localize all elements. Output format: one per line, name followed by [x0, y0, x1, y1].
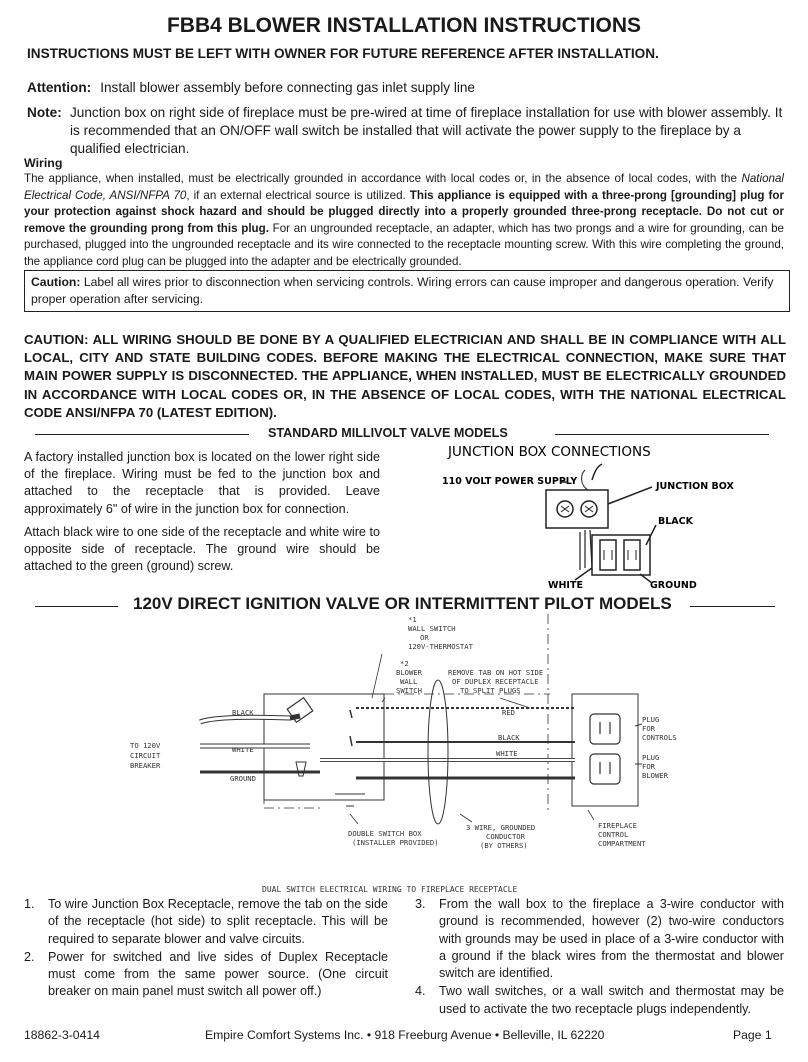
standard-para-1: A factory installed junction box is located on the lower right side of the fireplace. Wiring must be fed to the junction box and attached to the receptacle that is provided. Leave approximately 6" of wire in the junction box for connection. — [24, 450, 380, 516]
white-label: WHITE — [548, 580, 583, 591]
step-4-number: 4. — [415, 984, 426, 999]
blower-switch-note-2: BLOWER — [396, 668, 422, 677]
blower-switch-note-1: *2 — [400, 659, 409, 668]
red-wire-label: RED — [502, 708, 515, 717]
conductor-label-2: CONDUCTOR — [486, 832, 525, 841]
compartment-label-3: COMPARTMENT — [598, 839, 646, 848]
dual-switch-wiring-diagram — [120, 614, 680, 896]
double-box-label-2: (INSTALLER PROVIDED) — [352, 838, 439, 847]
wiring-paragraph — [24, 171, 784, 271]
plug-controls-label-2: FOR — [642, 724, 655, 733]
diagram-caption: DUAL SWITCH ELECTRICAL WIRING TO FIREPLACE RECEPTACLE — [262, 885, 518, 894]
junction-box-diagram — [420, 440, 740, 595]
attention-text: Install blower assembly before connecting gas inlet supply line — [100, 80, 475, 95]
note-block — [27, 104, 792, 158]
breaker-label-3: BREAKER — [130, 761, 161, 770]
step-4-text: Two wall switches, or a wall switch and thermostat may be used to activate the two receptacle plugs independently. — [439, 984, 784, 1016]
plug-blower-label-3: BLOWER — [642, 771, 668, 780]
plug-blower-label-1: PLUG — [642, 753, 660, 762]
step-2-text: Power for switched and live sides of Duplex Receptacle must come from the same power source. (One circuit breaker on main panel must switch all power off.) — [48, 949, 388, 999]
junction-diagram-title: JUNCTION BOX CONNECTIONS — [448, 444, 651, 460]
standard-heading: STANDARD MILLIVOLT VALVE MODELS — [268, 426, 508, 440]
ground-wire-label: GROUND — [230, 774, 256, 783]
power-supply-label: 110 VOLT POWER SUPPLY — [442, 476, 578, 487]
blower-switch-note-3: WALL — [400, 677, 418, 686]
standard-instructions — [24, 449, 380, 581]
footer-page: Page 1 — [733, 1028, 772, 1042]
remove-tab-note-3: TO SPLIT PLUGS — [460, 686, 521, 695]
plug-blower-label-2: FOR — [642, 762, 655, 771]
breaker-label-1: TO 120V — [130, 741, 161, 750]
conductor-label-1: 3 WIRE, GROUNDED — [466, 823, 536, 832]
compartment-label-1: FIREPLACE — [598, 821, 637, 830]
wiring-warning-bold: This appliance is equipped with a three-prong [grounding] plug for your protection against shock hazard and should be plugged directly into a properly grounded three-prong receptacle. Do not cut or remove the grounding prong from this plug. — [24, 188, 784, 235]
attention-label: Attention: — [27, 80, 92, 95]
divider-left — [35, 434, 249, 435]
conductor-label-3: (BY OTHERS) — [480, 841, 528, 850]
caution-text: Label all wires prior to disconnection when servicing controls. Wiring errors can cause improper and dangerous operation. Verify proper operation after servicing. — [31, 275, 774, 306]
divider-left-2 — [35, 606, 118, 607]
black-label: BLACK — [658, 516, 693, 527]
wall-switch-note-3: OR — [420, 633, 429, 642]
wall-switch-note-2: WALL SWITCH — [408, 624, 456, 633]
wiring-text-1: The appliance, when installed, must be electrically grounded in accordance with local codes or, in the absence of local codes, with the — [24, 172, 737, 185]
plug-controls-label-3: CONTROLS — [642, 733, 677, 742]
steps-left — [24, 896, 388, 1002]
plug-controls-label-1: PLUG — [642, 715, 660, 724]
black-wire-label-2: BLACK — [498, 733, 520, 742]
remove-tab-note-1: REMOVE TAB ON HOT SIDE — [448, 668, 544, 677]
divider-right — [555, 434, 769, 435]
wiring-code-ref: National Electrical Code, ANSI/NFPA 70 — [24, 172, 785, 202]
breaker-label-2: CIRCUIT — [130, 751, 161, 760]
caution-label: Caution: — [31, 275, 81, 289]
wiring-text-5: For an ungrounded receptacle, an adapter, which has two prongs and a wire for grounding, can be purchased, plugged into the ungrounded receptacle and its wire connected to the receptacle mounting screw. With this wire completing the ground, the appliance cord plug can be plugged into the adapter and be electrically grounded. — [24, 221, 784, 268]
footer-code: 18862-3-0414 — [24, 1028, 100, 1042]
step-1 — [24, 896, 388, 948]
double-box-label-1: DOUBLE SWITCH BOX — [348, 829, 422, 838]
note-label: Note: — [27, 105, 62, 120]
caution-box — [24, 270, 790, 312]
compartment-label-2: CONTROL — [598, 830, 629, 839]
ground-label: GROUND — [650, 580, 697, 591]
wall-switch-note-4: 120V-THERMOSTAT — [408, 642, 473, 651]
divider-right-2 — [690, 606, 775, 607]
remove-tab-note-2: OF DUPLEX RECEPTACLE — [452, 677, 539, 686]
step-2 — [24, 949, 388, 1001]
wiring-text-3: , if an external electrical source is utilized. — [186, 188, 406, 202]
black-wire-label: BLACK — [232, 708, 254, 717]
step-1-text: To wire Junction Box Receptacle, remove the tab on the side of the receptacle (hot side) to split receptacle. This will be required to separate blower and valve circuits. — [48, 897, 388, 946]
page-title: FBB4 BLOWER INSTALLATION INSTRUCTIONS — [166, 14, 642, 37]
note-text: Junction box on right side of fireplace must be pre-wired at time of fireplace installation for use with blower assembly. It is recommended that an ON/OFF wall switch be installed that will activate the power supply to the fireplace by a qualified electrician. — [70, 105, 783, 156]
step-3-number: 3. — [415, 897, 426, 911]
step-1-number: 1. — [24, 897, 35, 911]
attention-line — [27, 80, 475, 95]
wiring-heading: Wiring — [24, 156, 63, 170]
blower-switch-note-4: SWITCH — [396, 686, 422, 695]
electrical-caution: CAUTION: ALL WIRING SHOULD BE DONE BY A QUALIFIED ELECTRICIAN AND SHALL BE IN COMPLIANCE WITH ALL LOCAL, CITY AND STATE BUILDING CODES. BEFORE MAKING THE ELECTRICAL CONNECTION, MAKE SURE THAT MAIN POWER SUPPLY IS DISCONNECTED. THE APPLIANCE, WHEN INSTALLED, MUST BE ELECTRICALLY GROUNDED IN ACCORDANCE WITH LOCAL CODES OR, IN THE ABSENCE OF LOCAL CODES, WITH THE NATIONAL ELECTRICAL CODE ANSI/NFPA 70 (LATEST EDITION). — [24, 332, 786, 420]
owner-reference-notice: INSTRUCTIONS MUST BE LEFT WITH OWNER FOR FUTURE REFERENCE AFTER INSTALLATION. — [27, 46, 659, 61]
step-2-number: 2. — [24, 949, 35, 964]
wall-switch-note-1: *1 — [408, 615, 417, 624]
junction-box-drawing — [546, 464, 656, 583]
step-3-text: From the wall box to the fireplace a 3-wire conductor with ground is recommended, however (2) two-wire conductors with grounds may be used in place of a 3-wire conductor with a ground if the black wires from the thermostat and blower switch are identified. — [439, 897, 784, 981]
standard-para-2: Attach black wire to one side of the receptacle and white wire to opposite side of receptacle. The ground wire should be attached to the green (ground) screw. — [24, 524, 380, 574]
junction-box-label: JUNCTION BOX — [656, 481, 734, 492]
step-3 — [415, 896, 784, 982]
step-4 — [415, 983, 784, 1018]
steps-right — [415, 896, 784, 1019]
white-wire-label: WHITE — [232, 745, 254, 754]
ignition-heading: 120V DIRECT IGNITION VALVE OR INTERMITTENT PILOT MODELS — [133, 594, 672, 613]
white-wire-label-2: WHITE — [496, 749, 518, 758]
footer-company: Empire Comfort Systems Inc. • 918 Freeburg Avenue • Belleville, IL 62220 — [205, 1028, 605, 1042]
